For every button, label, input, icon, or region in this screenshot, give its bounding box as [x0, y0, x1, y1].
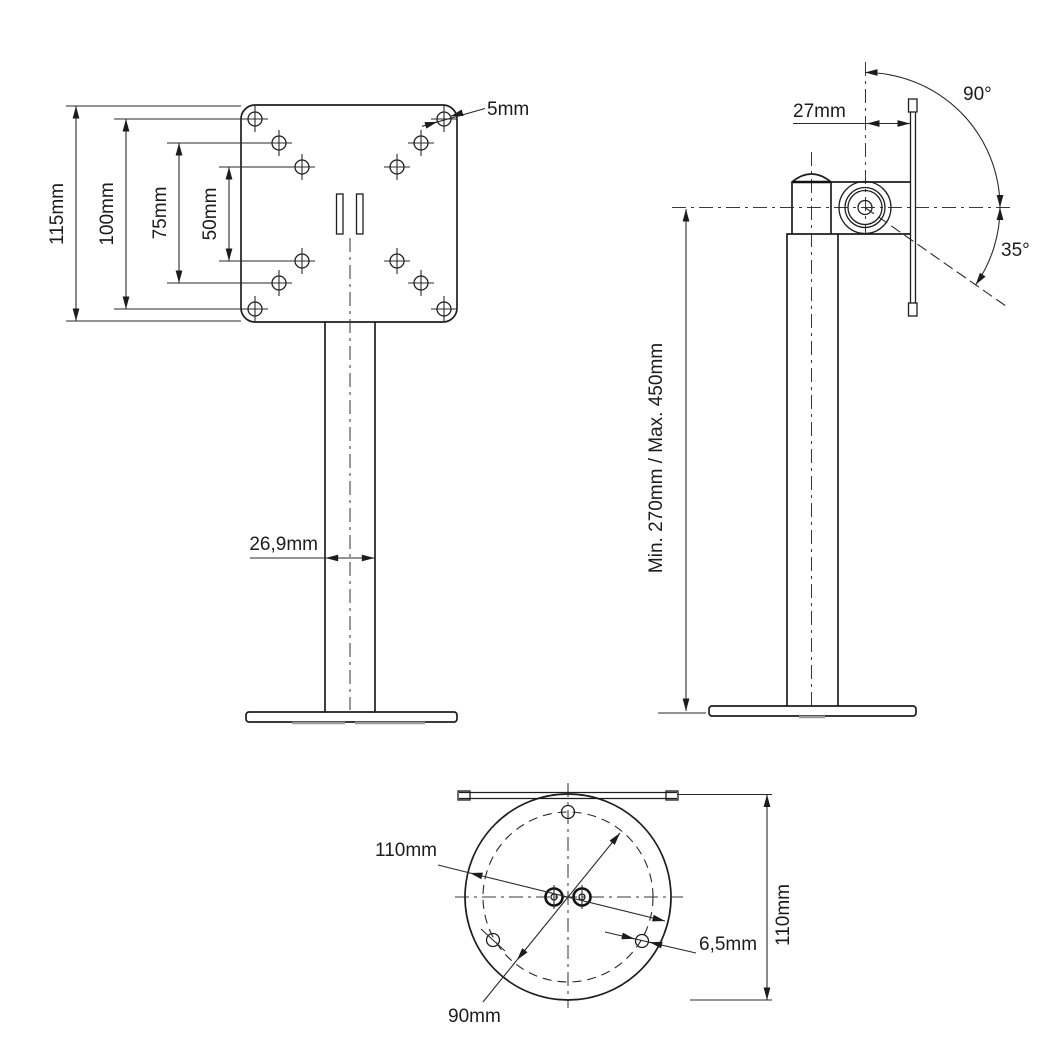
side-tilt-line: [865, 208, 1008, 308]
front-dim-100-label: 100mm: [97, 182, 118, 246]
bottom-hole-diameter-label: 6,5mm: [699, 934, 758, 955]
side-height-label: Min. 270mm / Max. 450mm: [646, 342, 667, 574]
bottom-width-label: 110mm: [773, 884, 794, 946]
side-angle-35-label: 35°: [1001, 240, 1030, 261]
bottom-bolt-holes: [481, 806, 649, 952]
front-pole-width-label: 26,9mm: [249, 534, 318, 555]
front-view: [47, 99, 529, 723]
side-plate-edge: [911, 112, 916, 303]
front-dim-50-label: 50mm: [200, 187, 221, 241]
side-angle-90-label: 90°: [963, 84, 992, 105]
side-height-dim: [646, 209, 706, 713]
front-hole-diameter-label: 5mm: [487, 99, 530, 120]
bottom-diameter-label: 110mm: [375, 840, 437, 861]
front-slot-left: [337, 194, 344, 234]
bottom-bolt-circle-dim: [448, 833, 620, 1027]
bottom-bolt-circle-label: 90mm: [448, 1006, 501, 1027]
front-hole-diameter-callout: [422, 99, 529, 126]
bottom-width-dim: [677, 795, 794, 1001]
front-base: [246, 712, 457, 722]
side-base: [709, 706, 916, 716]
side-angle-35-arc: [976, 208, 1000, 285]
front-vesa-holes: [242, 106, 457, 322]
front-slot-right: [357, 194, 364, 234]
bottom-hole-diameter-callout: [605, 932, 757, 955]
side-plate-top-cap: [909, 99, 918, 112]
bottom-view: [375, 783, 794, 1027]
side-pole: [787, 234, 838, 706]
side-plate-bottom-cap: [909, 303, 918, 316]
side-plate-offset-label: 27mm: [793, 101, 846, 122]
side-plate-offset-dim: [793, 101, 910, 124]
front-pole-width-dim: [249, 534, 375, 558]
bottom-diameter-dim: [375, 840, 665, 921]
side-view: [646, 62, 1030, 717]
front-dim-115-label: 115mm: [47, 183, 68, 245]
front-dim-75-label: 75mm: [150, 186, 171, 240]
